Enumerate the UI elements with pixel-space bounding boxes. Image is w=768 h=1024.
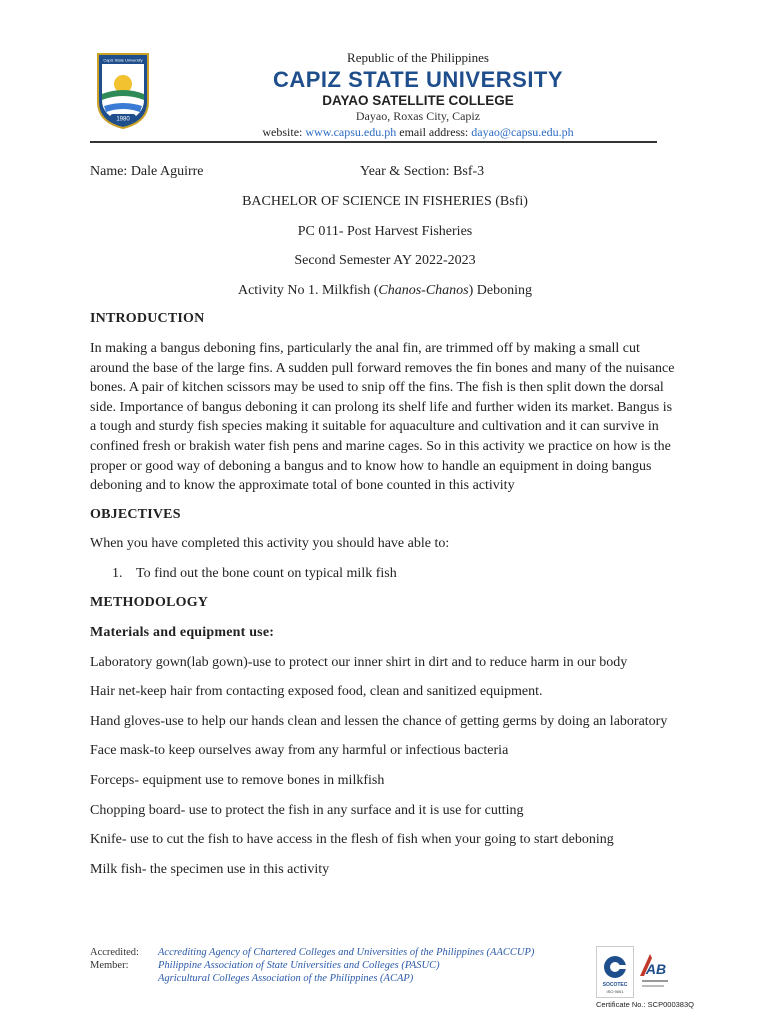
member-label: Member: [90,960,129,971]
footer-labels [90,946,139,972]
college-name: DAYAO SATELLITE COLLEGE [322,93,514,108]
document-body [90,162,680,879]
letterhead-divider [90,141,657,143]
email-label: email address: [399,125,469,139]
university-seal-logo [94,50,152,130]
college-address: Dayao, Roxas City, Capiz [355,109,481,123]
footer-org-pasuc: Philippine Association of State Universities and Colleges (PASUC) [158,960,440,971]
accredited-label: Accredited: [90,947,139,958]
introduction-heading: INTRODUCTION [90,311,205,327]
republic-line: Republic of the Philippines [347,50,489,65]
course-title: PC 011- Post Harvest Fisheries [297,223,473,239]
activity-suffix: ) Deboning [468,282,532,298]
material-item-lab-gown: Laboratory gown(lab gown)-use to protect our inner shirt in dirt and to reduce harm in our body [90,654,628,670]
website-link[interactable]: www.capsu.edu.ph [305,125,397,139]
ab-mark-text: AB [645,961,667,977]
email-link[interactable]: dayao@capsu.edu.ph [471,125,574,139]
introduction-paragraph: In making a bangus deboning fins, particularly the anal fin, are trimmed off by making a small cut around the base of the large fins. A sudden pull forward removes the fin bones and many of the nuisance bones. A pair of kitchen scissors may be used to snip off the fins. The fish is then split down the dorsal side. Importance of bangus deboning it can prolong its shelf life and further widen its market. Bangus is a tough and sturdy fish species making it suitable for aquaculture and cultivation and it can survive in confined fresh or brakish water fish pens and marine cages. So in this activity we practice on how is the proper or good way of deboning a bangus and to know how to handle an equipment in doing bangus deboning and to know the approximate total of bone counted in this activity [90,340,675,494]
material-item-knife: Knife- use to cut the fish to have access in the flesh of fish when your going to start deboning [90,832,614,848]
accreditation-footer [90,946,710,1016]
letterhead-text [178,44,658,140]
methodology-heading: METHODOLOGY [90,594,209,610]
student-info-row [90,162,680,182]
objectives-intro: When you have completed this activity you should have able to: [90,536,450,552]
iso-text: ISO 9001 [606,989,624,994]
socotec-text: SOCOTEC [602,982,628,988]
material-item-hand-gloves: Hand gloves-use to help our hands clean and lessen the chance of getting germs by doing an laboratory [90,713,668,729]
objective-item [90,564,680,584]
program-title: BACHELOR OF SCIENCE IN FISHERIES (Bsfi) [242,194,528,209]
logo-university-text: Capiz State University [103,57,143,63]
materials-subheading: Materials and equipment use: [90,625,275,641]
website-label: website: [262,125,303,139]
year-section: Year & Section: Bsf-3 [360,164,485,179]
material-item-face-mask: Face mask-to keep ourselves away from any harmful or infectious bacteria [90,743,509,759]
university-name: CAPIZ STATE UNIVERSITY [272,67,564,92]
activity-title [90,281,680,301]
certificate-number: Certificate No.: SCP000383Q [596,1000,694,1009]
material-item-chopping-board: Chopping board- use to protect the fish in any surface and it is use for cutting [90,802,524,818]
objective-number: 1. [112,565,123,581]
objective-text: To find out the bone count on typical milk fish [136,565,397,581]
contact-line [178,125,658,140]
semester-line: Second Semester AY 2022-2023 [294,253,476,269]
ab-accreditation-logo [636,946,672,996]
material-item-milk-fish: Milk fish- the specimen use in this activity [90,861,330,877]
footer-org-acap: Agricultural Colleges Association of the Philippines (ACAP) [158,973,414,984]
logo-year-text: 1980 [116,116,130,123]
activity-prefix: Activity No 1. Milkfish ( [237,282,379,298]
objectives-heading: OBJECTIVES [90,506,181,522]
student-name: Name: Dale Aguirre [90,164,204,179]
socotec-certification-logo [596,946,634,998]
species-name: Chanos-Chanos [378,282,469,298]
letterhead [90,44,660,144]
footer-organizations [158,946,534,985]
footer-org-aaccup: Accrediting Agency of Chartered Colleges and Universities of the Philippines (AACCUP) [158,947,535,958]
material-item-hair-net: Hair net-keep hair from contacting exposed food, clean and sanitized equipment. [90,684,543,700]
material-item-forceps: Forceps- equipment use to remove bones in milkfish [90,773,385,789]
